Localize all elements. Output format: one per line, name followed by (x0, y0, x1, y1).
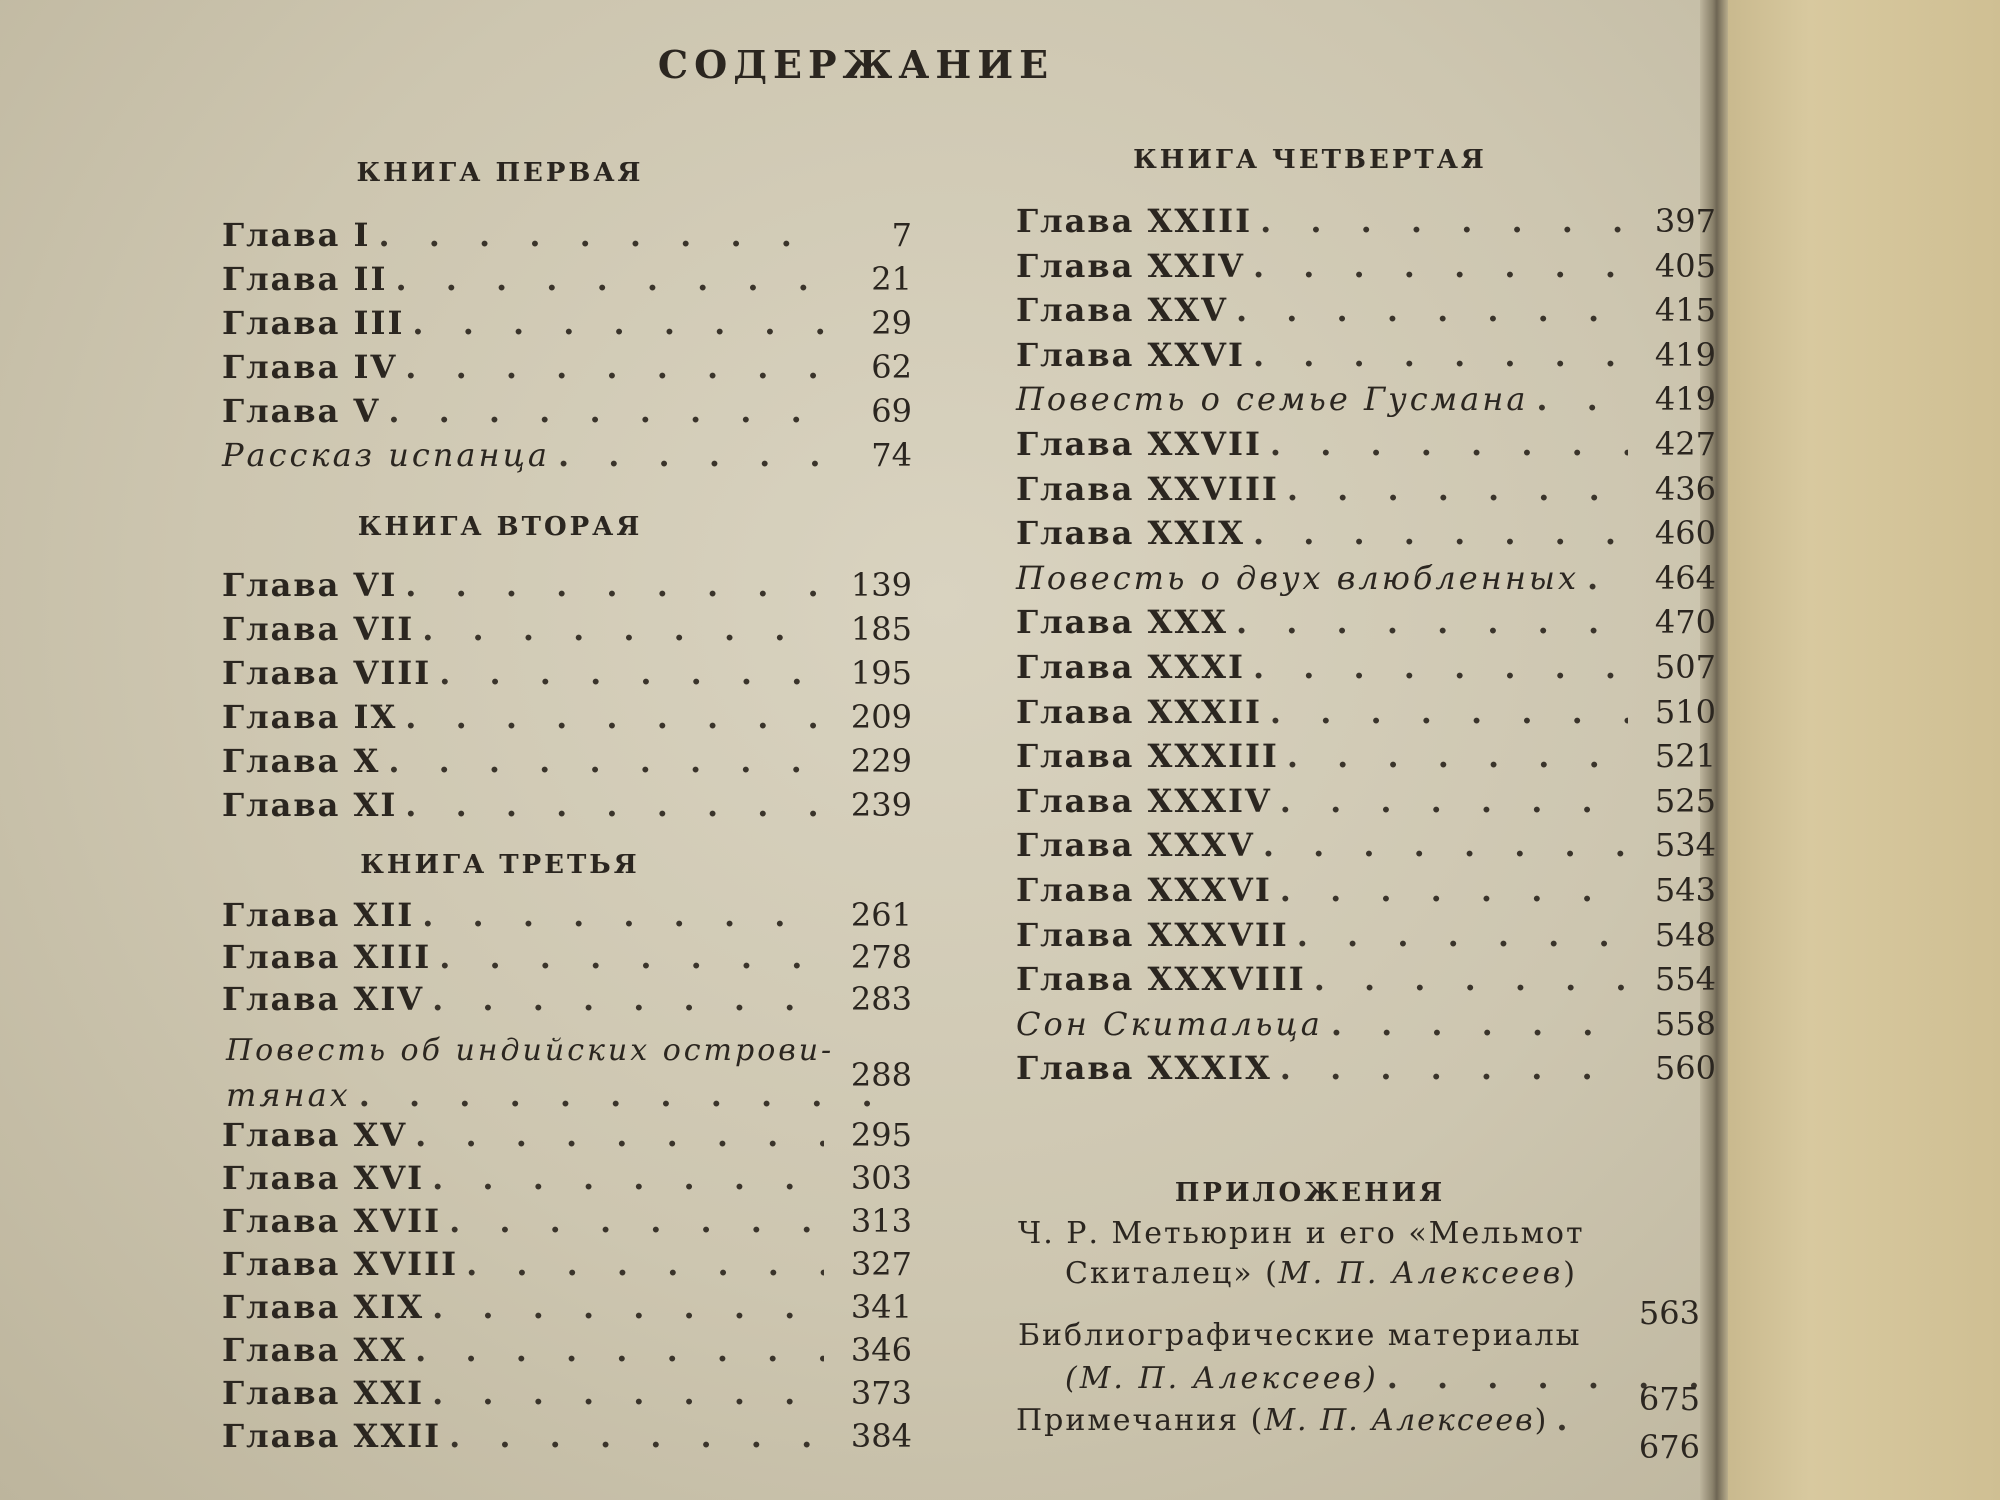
entry-label: Глава XXVII (1016, 425, 1262, 463)
toc-entry (222, 742, 912, 780)
toc-entry (1016, 960, 1716, 998)
leader-dots (412, 304, 824, 342)
leader-dots (405, 566, 824, 604)
appendix-item3-page: 676 (1638, 1428, 1700, 1466)
leader-dots (1260, 202, 1628, 240)
book2-heading: КНИГА ВТОРАЯ (357, 512, 643, 542)
entry-label: Глава XXIII (1016, 202, 1253, 240)
entry-label: Глава XXVIII (1016, 469, 1279, 508)
page-number: 525 (1654, 781, 1716, 820)
entry-label: Глава XX (222, 1331, 408, 1369)
leader-dots (1536, 380, 1628, 418)
entry-label: Глава XII (222, 896, 415, 934)
entry-label: Повесть о двух влюбленных (1016, 558, 1579, 597)
entry-label: Глава IX (222, 698, 398, 736)
toc-entry (1016, 247, 1716, 285)
toc-entry (1016, 380, 1716, 418)
appendix-heading: ПРИЛОЖЕНИЯ (1174, 1178, 1446, 1208)
entry-label: Глава VI (222, 566, 398, 604)
leader-dots (388, 392, 824, 430)
leader-dots (1253, 648, 1628, 686)
page-number: 427 (1654, 425, 1716, 463)
entry-label: Глава XXXIII (1016, 737, 1279, 776)
page-number: 185 (850, 610, 912, 648)
leader-dots (359, 1076, 904, 1114)
leader-dots (405, 348, 824, 386)
entry-label: Глава XVII (222, 1202, 442, 1240)
page-number: 560 (1654, 1049, 1716, 1088)
page-number: 283 (850, 980, 912, 1018)
entry-label: Глава XXXIV (1016, 781, 1272, 820)
leader-dots (449, 1202, 824, 1240)
toc-entry (1016, 603, 1716, 641)
leader-dots (1236, 291, 1628, 329)
entry-label: Повесть о семье Гусмана (1016, 380, 1529, 419)
leader-dots (439, 938, 824, 976)
toc-entry (222, 1202, 912, 1240)
entry-label: Глава XIV (222, 980, 425, 1018)
leader-dots (405, 698, 824, 736)
page-number: 303 (850, 1159, 912, 1197)
toc-entry (1016, 470, 1716, 508)
leader-dots (1263, 826, 1628, 864)
leader-dots (1287, 737, 1628, 775)
toc-entry (1016, 514, 1716, 552)
page-number: 521 (1654, 737, 1716, 776)
appendix-item1-line2: Скиталец» (М. П. Алексеев) (1065, 1256, 1577, 1291)
appendix-item3-entry (1016, 1400, 1612, 1438)
appendix-item2-page: 675 (1638, 1380, 1700, 1418)
entry-label: Глава I (222, 216, 371, 254)
entry-label: тянах (226, 1076, 351, 1114)
page-number: 543 (1654, 871, 1716, 909)
page-number: 548 (1654, 915, 1716, 954)
facing-page (1728, 0, 2000, 1500)
toc-entry (1016, 871, 1716, 909)
page-number: 21 (871, 260, 912, 298)
leader-dots (422, 896, 824, 934)
page-number: 7 (891, 216, 912, 254)
entry-label: Глава VII (222, 610, 415, 648)
leader-dots (1314, 960, 1628, 998)
entry-label: Глава XXXV (1016, 826, 1255, 865)
toc-entry (222, 1159, 912, 1197)
toc-entry (1016, 425, 1716, 463)
toc-entry (222, 1288, 912, 1326)
leader-dots (1236, 603, 1628, 641)
leader-dots (395, 260, 824, 298)
toc-entry (1016, 202, 1716, 240)
toc-entry (1016, 782, 1716, 820)
entry-label: Глава XXXIX (1016, 1049, 1272, 1088)
entry-label: Глава XXII (222, 1417, 442, 1455)
leader-dots (1280, 871, 1628, 909)
toc-entry (222, 698, 912, 736)
entry-label: Глава XVI (222, 1159, 425, 1197)
leader-dots (1253, 514, 1628, 552)
page-number: 278 (850, 938, 912, 976)
page-number: 209 (850, 698, 912, 736)
appendix-item2-line1: Библиографические материалы (1018, 1318, 1582, 1353)
leader-dots (432, 1159, 824, 1197)
leader-dots (1331, 1005, 1628, 1043)
leader-dots (1587, 559, 1628, 597)
leader-dots (432, 1374, 824, 1412)
page-number: 341 (850, 1288, 912, 1326)
leader-dots (1253, 336, 1628, 374)
leader-dots (1280, 782, 1628, 820)
page-number: 69 (871, 392, 912, 430)
entry-label: Глава XXXVII (1016, 915, 1289, 954)
toc-entry (222, 436, 912, 474)
page-number: 470 (1654, 603, 1716, 642)
story-indian-entry (226, 1076, 912, 1114)
leader-dots (378, 216, 824, 254)
toc-entry (222, 1374, 912, 1412)
entry-label: Глава XXXI (1016, 648, 1245, 686)
toc-entry (1016, 1005, 1716, 1043)
toc-entry (1016, 737, 1716, 775)
leader-dots (558, 436, 824, 474)
entry-label: (М. П. Алексеев) (1065, 1361, 1379, 1396)
page-number: 229 (850, 742, 912, 780)
leader-dots (405, 786, 824, 824)
page-number: 327 (850, 1245, 912, 1283)
leader-dots (1280, 1049, 1628, 1087)
toc-entry (1016, 826, 1716, 864)
toc-entry (222, 216, 912, 254)
page-title: СОДЕРЖАНИЕ (657, 42, 1055, 87)
toc-entry (1016, 1049, 1716, 1087)
toc-entry (222, 1245, 912, 1283)
leader-dots (432, 980, 824, 1018)
entry-label: Глава XXIX (1016, 514, 1245, 553)
entry-label: Глава XXX (1016, 603, 1228, 642)
leader-dots (415, 1331, 824, 1369)
entry-label: Глава II (222, 260, 388, 298)
toc-entry (222, 566, 912, 604)
entry-label: Глава VIII (222, 654, 432, 692)
page-number: 436 (1654, 469, 1716, 508)
entry-label: Глава XXVI (1016, 335, 1245, 374)
page-number: 558 (1654, 1004, 1716, 1043)
toc-entry (222, 938, 912, 976)
toc-entry (222, 786, 912, 824)
page-number: 460 (1654, 514, 1716, 553)
leader-dots (466, 1245, 824, 1283)
entry-label: Рассказ испанца (222, 436, 550, 474)
page-number: 261 (850, 896, 912, 934)
toc-entry (222, 1116, 912, 1154)
toc-entry (222, 896, 912, 934)
page-number: 74 (871, 436, 912, 474)
entry-label: Глава XVIII (222, 1245, 459, 1283)
page-number: 507 (1654, 648, 1716, 686)
leader-dots (439, 654, 824, 692)
entry-label: Глава XIX (222, 1288, 425, 1326)
entry-label: Глава XI (222, 786, 398, 824)
page-number: 139 (850, 566, 912, 604)
toc-entry (1016, 693, 1716, 731)
story-indian-line1: Повесть об индийских острови- (226, 1033, 835, 1068)
entry-label: Глава XXI (222, 1374, 425, 1412)
entry-label: Глава XV (222, 1116, 408, 1154)
leader-dots (1270, 693, 1628, 731)
leader-dots (449, 1417, 824, 1455)
page-number: 195 (850, 654, 912, 692)
toc-entry (222, 392, 912, 430)
toc-entry (222, 1417, 912, 1455)
page-number: 464 (1654, 558, 1716, 597)
page-number: 397 (1654, 202, 1716, 240)
page-number: 554 (1654, 960, 1716, 999)
toc-entry (1016, 559, 1716, 597)
story-indian-page: 288 (850, 1056, 912, 1094)
entry-label: Глава III (222, 304, 405, 342)
toc-entry (222, 348, 912, 386)
page-number: 239 (850, 786, 912, 824)
toc-entry (1016, 648, 1716, 686)
page-number: 534 (1654, 826, 1716, 865)
leader-dots (1287, 470, 1628, 508)
leader-dots (1270, 425, 1628, 463)
leader-dots (415, 1116, 824, 1154)
leader-dots (1297, 916, 1628, 954)
entry-label: Глава XIII (222, 938, 432, 976)
entry-label: Глава IV (222, 348, 398, 386)
toc-entry (222, 1331, 912, 1369)
entry-label: Глава V (222, 392, 381, 430)
page-number: 29 (871, 304, 912, 342)
page-number: 62 (871, 348, 912, 386)
toc-entry (1016, 291, 1716, 329)
page-number: 419 (1654, 380, 1716, 419)
leader-dots (1556, 1400, 1604, 1438)
toc-entry (222, 304, 912, 342)
toc-entry (1016, 336, 1716, 374)
leader-dots (388, 742, 824, 780)
appendix-item1-page: 563 (1638, 1294, 1700, 1332)
page-number: 295 (850, 1116, 912, 1154)
page-number: 415 (1654, 291, 1716, 330)
page-number: 384 (850, 1417, 912, 1455)
page-number: 373 (850, 1374, 912, 1412)
toc-entry (222, 610, 912, 648)
toc-entry (222, 654, 912, 692)
page-number: 405 (1654, 246, 1716, 285)
page-number: 419 (1654, 335, 1716, 374)
leader-dots (1253, 247, 1628, 285)
page-number: 346 (850, 1331, 912, 1369)
appendix-item1-line1: Ч. Р. Метьюрин и его «Мельмот (1018, 1216, 1585, 1251)
entry-label: Глава X (222, 742, 381, 780)
entry-label: Примечания (М. П. Алексеев) (1016, 1403, 1549, 1438)
toc-entry (1016, 916, 1716, 954)
leader-dots (432, 1288, 824, 1326)
entry-label: Глава XXXII (1016, 692, 1262, 731)
entry-label: Глава XXIV (1016, 246, 1245, 285)
book4-heading: КНИГА ЧЕТВЕРТАЯ (1133, 145, 1487, 175)
book3-heading: КНИГА ТРЕТЬЯ (360, 850, 640, 880)
book1-heading: КНИГА ПЕРВАЯ (356, 158, 644, 188)
entry-label: Глава XXXVI (1016, 871, 1272, 909)
page-number: 510 (1654, 692, 1716, 731)
toc-entry (222, 260, 912, 298)
entry-label: Глава XXV (1016, 291, 1228, 330)
leader-dots (422, 610, 824, 648)
page-number: 313 (850, 1202, 912, 1240)
entry-label: Глава XXXVIII (1016, 960, 1306, 999)
entry-label: Сон Скитальца (1016, 1004, 1323, 1043)
toc-entry (222, 980, 912, 1018)
